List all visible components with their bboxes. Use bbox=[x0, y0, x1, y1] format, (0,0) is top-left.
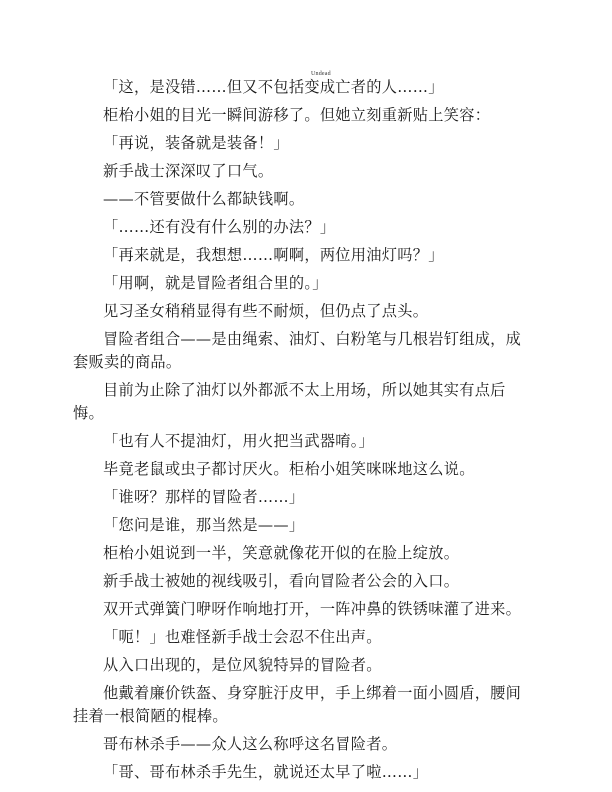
paragraph: 目前为止除了油灯以外都派不太上用场，所以她其实有点后悔。 bbox=[73, 381, 506, 422]
paragraph: 他戴着廉价铁盔、身穿脏汙皮甲，手上绑着一面小圆盾，腰间挂着一根简陋的棍棒。 bbox=[73, 684, 522, 725]
paragraph: 「哥、哥布林杀手先生，就说还太早了啦……」 bbox=[103, 763, 429, 781]
paragraph: ——不管要做什么都缺钱啊。 bbox=[103, 190, 305, 208]
paragraph: 新手战士深深叹了口气。 bbox=[103, 162, 274, 180]
paragraph: 「谁呀？那样的冒险者……」 bbox=[103, 488, 305, 506]
paragraph: 「……还有没有什么别的办法？」 bbox=[103, 218, 336, 236]
paragraph: 双开式弹簧门咿呀作响地打开，一阵冲鼻的铁锈味灌了进来。 bbox=[103, 600, 522, 618]
paragraph: 柜枱小姐说到一半，笑意就像花开似的在脸上绽放。 bbox=[103, 544, 460, 562]
paragraph: 新手战士被她的视线吸引，看向冒险者公会的入口。 bbox=[103, 572, 460, 590]
body-text bbox=[73, 76, 531, 789]
paragraph: 哥布林杀手——众人这么称呼这名冒险者。 bbox=[103, 735, 398, 753]
ruby-annotation: Undead bbox=[311, 71, 331, 77]
paragraph: 「这，是没错……但又不包括变成亡者的人……」 bbox=[103, 78, 444, 96]
paragraph: 冒险者组合——是由绳索、油灯、白粉笔与几根岩钉组成，成套贩卖的商品。 bbox=[73, 330, 522, 371]
paragraph: 「也有人不提油灯，用火把当武器唷。」 bbox=[103, 432, 375, 450]
paragraph: 「再来就是，我想想……啊啊，两位用油灯吗？」 bbox=[103, 246, 444, 264]
paragraph: 毕竟老鼠或虫子都讨厌火。柜枱小姐笑咪咪地这么说。 bbox=[103, 460, 475, 478]
paragraph: 见习圣女稍稍显得有些不耐烦，但仍点了点头。 bbox=[103, 302, 429, 320]
paragraph: 「您问是谁，那当然是——」 bbox=[103, 516, 305, 534]
paragraph: 「再说，装备就是装备！」 bbox=[103, 134, 289, 152]
paragraph: 从入口出现的，是位风貌特异的冒险者。 bbox=[103, 656, 382, 674]
paragraph: 「呃！」也难怪新手战士会忍不住出声。 bbox=[103, 628, 382, 646]
paragraph: 「用啊，就是冒险者组合里的。」 bbox=[103, 274, 328, 292]
paragraph: 柜枱小姐的目光一瞬间游移了。但她立刻重新贴上笑容： bbox=[103, 106, 491, 124]
